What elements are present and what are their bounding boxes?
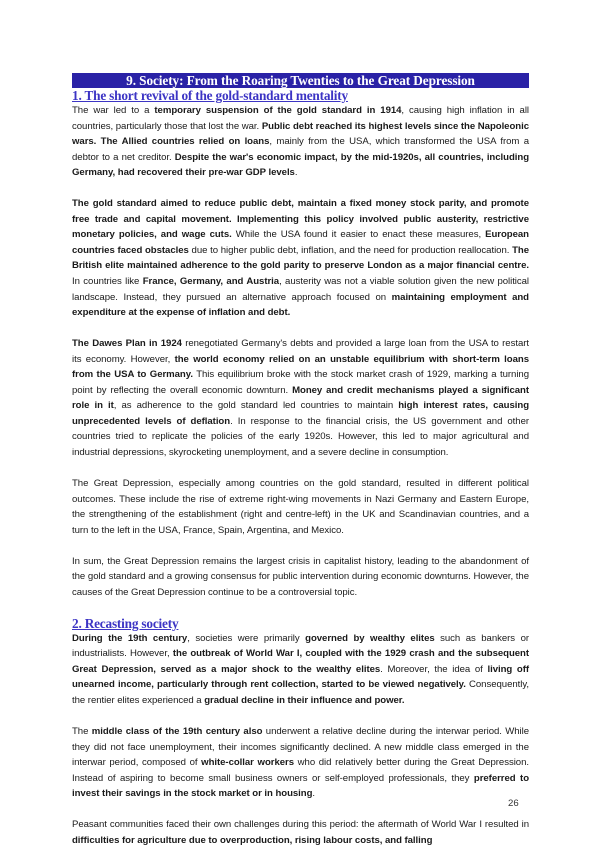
bold-text-run: living off unearned income, particularly through rent collection, started to be viewed negatively. — [72, 663, 530, 691]
text-run: The war led to a — [72, 105, 155, 116]
text-run: . In response to the financial crisis, the US government and other countries tried to replicate the policies of the early 1920s. However, this led to major agricultural and industrial depressions, skyrocketing unemployment, and a severe decline in consumption. — [72, 415, 529, 458]
paragraph — [72, 196, 529, 320]
bold-text-run: the world economy relied on an unstable equilibrium with short-term loans from the USA to Germany. — [72, 353, 529, 381]
text-run: , austerity was not a viable solution given the new political landscape. Instead, they pursued an alternative approach focused on — [72, 275, 529, 303]
chapter-title-bar — [72, 73, 529, 88]
bold-text-run: Money and credit mechanisms played a significant role in it — [72, 384, 530, 412]
bold-text-run: European countries faced obstacles — [72, 229, 529, 256]
paragraph — [72, 554, 529, 601]
text-run: . — [294, 167, 298, 179]
section-heading-recasting-society: 2. Recasting society — [72, 615, 179, 631]
section-heading-gold-standard: 1. The short revival of the gold-standard mentality — [72, 88, 348, 103]
paragraph — [72, 631, 529, 709]
text-run: , as adherence to the gold standard led countries to maintain — [113, 400, 399, 412]
bold-text-run: middle class of the 19th century also — [91, 726, 263, 738]
paragraph — [72, 817, 529, 848]
paragraph-gap — [72, 460, 529, 476]
paragraph-gap — [72, 538, 529, 554]
text-run: , societies were primarily — [187, 632, 306, 644]
bold-text-run: governed by wealthy elites — [305, 632, 435, 644]
paragraph — [72, 724, 529, 802]
text-run: underwent a relative decline during the interwar period. While they did not face unemployment, their incomes significantly declined. A new middle class emerged in the interwar period, composed of — [72, 726, 530, 769]
text-run: The Great Depression, especially among countries on the gold standard, resulted in different political outcomes. These include the rise of extreme right-wing movements in Nazi Germany and Eastern Europe, the strengthening of the establishment (right and centre-left) in the UK and Scandinavian countries, and a turn to the left in the USA, France, Spain, Argentina, and Mexico. — [72, 477, 529, 536]
chapter-title: 9. Society: From the Roaring Twenties to the Great Depression — [126, 73, 475, 88]
paragraph-gap — [72, 802, 529, 818]
text-run: due to higher public debt, inflation, and the need for production reallocation. — [188, 244, 513, 256]
bold-text-run: the outbreak of World War I, coupled with the 1929 crash and the subsequent Great Depression, served as a major shock to the wealthy elites — [72, 648, 530, 675]
paragraph-gap — [72, 321, 529, 337]
page-number: 26 — [508, 798, 519, 809]
bold-text-run: France, Germany, and Austria — [142, 275, 280, 287]
bold-text-run: preferred to invest their savings in the stock market or in housing — [72, 772, 529, 800]
bold-text-run: gradual decline in their influence and power. — [204, 695, 405, 706]
bold-text-run: The gold standard aimed to reduce public debt, maintain a fixed money stock parity, and promote free trade and capital movement. Implementing this policy involved public austerity, restrictive monetary policies, and wage cuts. — [72, 198, 529, 241]
text-run: . Moreover, the idea of — [380, 663, 488, 675]
text-run: Peasant communities faced their own challenges during this period: the aftermath of World War I resulted in — [72, 819, 529, 831]
paragraph-gap — [72, 181, 529, 197]
text-run: . — [312, 788, 316, 800]
text-run: In countries like — [72, 275, 143, 287]
bold-text-run: temporary suspension of the gold standard in 1914 — [154, 105, 402, 116]
bold-text-run: The Dawes Plan in 1924 — [72, 338, 182, 350]
paragraph-gap — [72, 600, 529, 616]
text-run: renegotiated Germany's debts and provided a large loan from the USA to restart its economy. However, — [72, 338, 529, 365]
bold-text-run: maintaining employment and expenditure at the expense of inflation and debt. — [72, 291, 529, 319]
paragraph — [72, 336, 529, 460]
text-run: While the USA found it easier to enact these measures, — [231, 229, 486, 241]
text-run: Consequently, the rentier elites experienced a — [72, 679, 529, 706]
bold-text-run: difficulties for agriculture due to overproduction, rising labour costs, and falling — [72, 834, 433, 846]
text-run: In sum, the Great Depression remains the largest crisis in capitalist history, leading to the abandonment of the gold standard and a growing consensus for public intervention during economic downturns. However, the causes of the Great Depression continue to be a controversial topic. — [72, 555, 529, 598]
bold-text-run: The British elite maintained adherence to the gold parity to preserve London as a major financial centre. — [72, 244, 529, 272]
paragraph — [72, 103, 529, 181]
text-run: This equilibrium broke with the stock market crash of 1929, marking a turning point by reflecting the overall economic downturn. — [72, 369, 529, 396]
text-run: such as bankers or industrialists. However, — [72, 632, 529, 660]
bold-text-run: high interest rates, causing unprecedented levels of deflation — [72, 400, 530, 427]
document-page — [72, 73, 529, 848]
text-run: The — [72, 726, 92, 738]
text-run: who did relatively better during the Great Depression. Instead of aspiring to become small business owners or self-employed professionals, they — [72, 757, 529, 784]
bold-text-run: white-collar workers — [201, 757, 294, 769]
text-run: , mainly from the USA, which transformed the USA from a debtor to a net creditor. — [72, 136, 529, 163]
text-run: , causing high inflation in all countries, particularly those that lost the war. — [72, 105, 529, 132]
bold-text-run: During the 19th century — [72, 632, 188, 644]
bold-text-run: Despite the war's economic impact, by the mid-1920s, all countries, including Germany, had recovered their pre-war GDP levels — [72, 151, 530, 179]
paragraph-gap — [72, 709, 529, 725]
bold-text-run: Public debt reached its highest levels since the Napoleonic wars. The Allied countries relied on loans — [72, 120, 529, 148]
paragraph — [72, 476, 529, 538]
